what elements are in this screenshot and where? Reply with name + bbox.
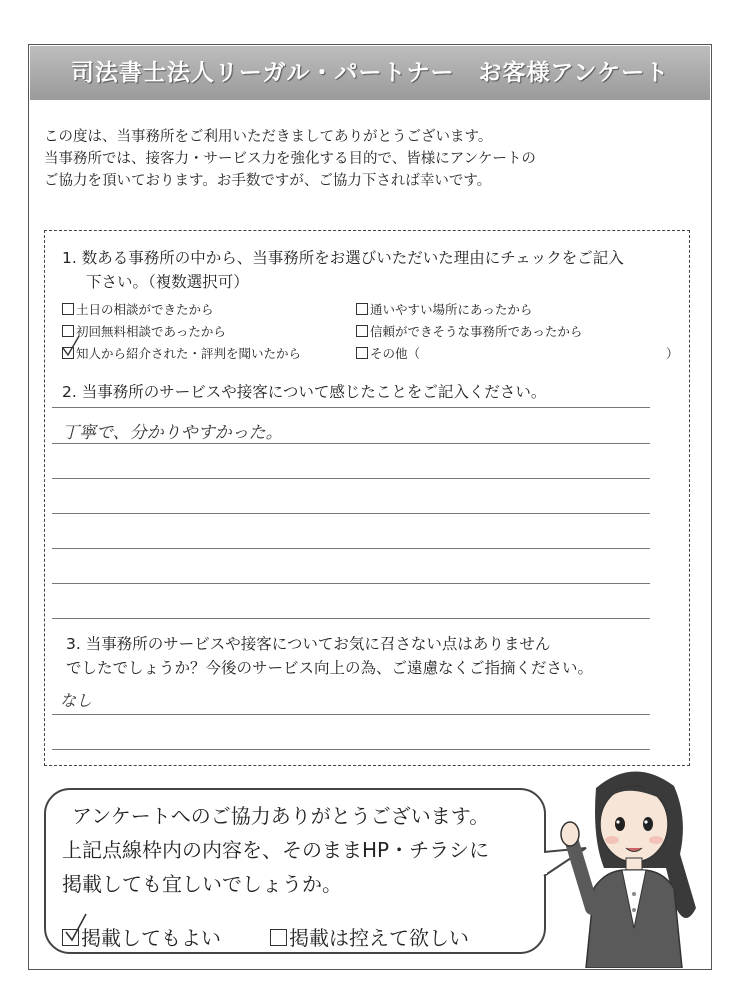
answer-line [52,583,650,584]
option-label: 土日の相談ができたから [76,302,214,317]
question-3-handwritten-answer: なし [60,691,93,710]
option-label: 初回無料相談であったから [76,324,226,339]
option-free-first-consult[interactable] [62,322,226,340]
checkbox[interactable] [356,347,368,359]
consent-line-1: アンケートへのご協力ありがとうございます。 [72,804,490,828]
question-2: 2. 当事務所のサービスや接客について感じたことをご記入ください。 [62,383,547,401]
option-label: 通いやすい場所にあったから [370,302,533,317]
question-1-line-2: 下さい。（複数選択可） [86,273,249,291]
answer-line [52,618,650,619]
consent-line-2: 上記点線枠内の内容を、そのままHP・チラシに [62,838,490,862]
consent-line-3: 掲載しても宜しいでしょうか。 [62,872,342,896]
option-label: 知人から紹介された・評判を聞いたから [76,346,302,361]
consent-option-label: 掲載してもよい [81,926,221,950]
question-3-line-1: 3. 当事務所のサービスや接客についてお気に召さない点はありません [66,635,551,653]
option-label: その他（ [370,346,421,361]
option-weekend-consult[interactable] [62,300,214,318]
question-3-line-2: でしたでしょうか？今後のサービス向上の為、ご遠慮なくご指摘ください。 [66,659,594,677]
checkbox[interactable] [356,303,368,315]
checkbox[interactable] [356,325,368,337]
answer-line [52,407,650,408]
option-other-close-paren: ） [666,346,679,361]
staff-woman-illustration [556,758,712,968]
checkbox[interactable] [62,303,74,315]
question-1-line-1: 1. 数ある事務所の中から、当事務所をお選びいただいた理由にチェックをご記入 [62,249,624,267]
answer-line [52,513,650,514]
answer-line [52,548,650,549]
option-trustworthy-office[interactable] [356,322,582,340]
option-referral[interactable] [62,344,301,362]
question-2-handwritten-answer: 丁寧で、分かりやすかった。 [62,423,283,443]
intro-line-1: この度は、当事務所をご利用いただきましてありがとうございます。 [44,129,493,145]
intro-line-3: ご協力を頂いております。お手数ですが、ご協力下されば幸いです。 [44,173,492,189]
intro-line-2: 当事務所では、接客力・サービス力を強化する目的で、皆様にアンケートの [44,151,536,167]
consent-option-label: 掲載は控えて欲しい [289,926,469,950]
option-other[interactable] [356,344,420,362]
consent-option-decline[interactable] [270,922,469,951]
answer-line [52,749,650,750]
option-label: 信頼ができそうな事務所であったから [370,324,583,339]
title-bar [30,46,710,100]
check-mark-icon [60,334,82,358]
check-mark-icon [62,912,90,944]
checkbox[interactable] [270,929,287,946]
page-title: 司法書士法人リーガル・パートナー お客様アンケート [70,60,670,86]
answer-line [52,714,650,715]
answer-line [52,478,650,479]
option-convenient-location[interactable] [356,300,532,318]
answer-line [52,443,650,444]
intro-text [44,126,536,192]
